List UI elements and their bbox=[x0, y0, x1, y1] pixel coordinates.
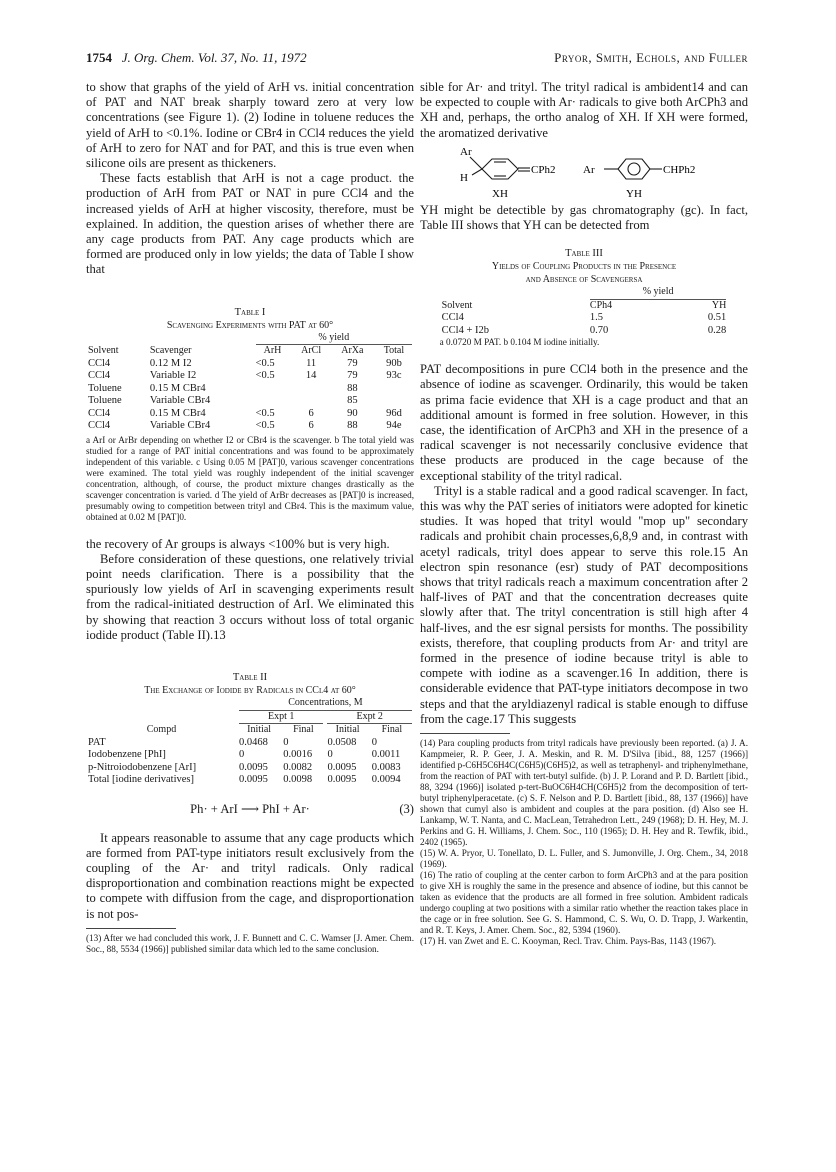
table-2-expt2: Expt 2 bbox=[356, 710, 383, 722]
table-2-group-header: Concentrations, M bbox=[288, 697, 363, 709]
table-row bbox=[86, 358, 414, 371]
table-cell: 11 bbox=[306, 357, 317, 369]
table-cell bbox=[254, 383, 292, 396]
table-cell: p-Nitroiodobenzene [ArI] bbox=[88, 761, 197, 773]
table-1-col-solvent: Solvent bbox=[88, 345, 119, 357]
table-row bbox=[86, 749, 414, 762]
table-1-footnote: a ArI or ArBr depending on whether I2 or CBr4 is the scavenger. b The total yield was studied for a range of PAT initial concentrations and was found to be approximately independent of this variable. c Using 0.05 M [PAT]0, various scavenger concentrations were examined. The total yield was roughly independent of the initial scavenger concentration, although, of course, the product mixture changes drastically as the scavenger concentration is varied. d The yield of ArBr decreases as [PAT]0 is increased, presumably owing to competition between trityl and CBr4. This is the maximum value, obtained at 0.02 M [PAT]0. bbox=[86, 434, 414, 522]
table-3-title-1: Yields of Coupling Products in the Presence bbox=[491, 261, 677, 273]
equation-text: Ph· + ArI ⟶ PhI + Ar· bbox=[190, 801, 310, 816]
table-1-col-total: Total bbox=[383, 345, 405, 357]
left-paragraph-2: These facts establish that ArH is not a cage product. the production of ArH from PAT or NAT in pure CCl4 and the increased yields of ArH at higher viscosity, therefore, must be explained. In addition, the question arises of whether there are any cage products from PAT. Any cage products which are formed are produced only in low yields; the data of Table I show that bbox=[86, 171, 414, 277]
table-1-group-header: % yield bbox=[318, 331, 350, 343]
equation-3 bbox=[86, 801, 414, 817]
running-authors: Pryor, Smith, Echols, and Fuller bbox=[554, 50, 748, 65]
left-paragraph-5: It appears reasonable to assume that any cage products which are formed from PAT-type initiators result exclusively from the coupling of the Ar· and trityl radicals. Only radical disproportionation and combination reactions might be expected to compete with diffusion from the cage, and disproportionation is not pos- bbox=[86, 830, 414, 921]
struct-xh-cph2: CPh2 bbox=[531, 163, 556, 176]
table-cell: 0.70 bbox=[589, 324, 609, 336]
table-cell: CCl4 bbox=[88, 420, 111, 432]
table-cell: 0.0468 bbox=[238, 736, 268, 748]
table-1 bbox=[86, 306, 414, 523]
left-paragraph-4: Before consideration of these questions, one relatively trivial point needs clarification. There is a possibility that the spuriously low yields of ArI in scavenging experiments result from the radical-initiated destruction of ArI. We eliminated this by showing that reaction 3 occurs without loss of total organic iodide product (Table II).13 bbox=[86, 551, 414, 642]
table-cell: Variable CBr4 bbox=[149, 395, 211, 407]
table-row bbox=[86, 408, 414, 421]
table-row bbox=[86, 737, 414, 750]
footnote-15: (15) W. A. Pryor, U. Tonellato, D. L. Fuller, and S. Jumonville, J. Org. Chem., 34, 2018 (1969). bbox=[420, 848, 748, 870]
right-paragraph-2: YH might be detectible by gas chromatography (gc). In fact, Table III shows that YH can be detected from bbox=[420, 202, 748, 233]
table-1-grid bbox=[86, 332, 414, 433]
running-header bbox=[86, 50, 748, 70]
table-cell: 0.0094 bbox=[371, 774, 401, 786]
table-1-col-scavenger: Scavenger bbox=[149, 345, 192, 357]
table-cell: 0 bbox=[327, 749, 333, 761]
label-xh: XH bbox=[492, 187, 508, 200]
table-1-col-arx: ArXa bbox=[341, 345, 364, 357]
table-cell bbox=[291, 383, 330, 396]
table-cell: <0.5 bbox=[255, 370, 275, 382]
table-cell: 90b bbox=[386, 357, 402, 369]
table-cell: 96d bbox=[386, 407, 402, 419]
table-3-col-cph4: CPh4 bbox=[589, 299, 613, 311]
equation-number: (3) bbox=[399, 801, 414, 816]
struct-xh-ar: Ar bbox=[460, 145, 472, 158]
footnote-16: (16) The ratio of coupling at the center carbon to form ArCPh3 and at the para position to give XH is roughly the same in the presence and absence of iodine, but this cannot be taken as evidence that the products are all formed in free solution. Ambident radicals undergo coupling at two positions with a similar ratio whether the reaction takes place in the cage or in free solution. See G. S. Hammond, C. S. Wu, O. D. Trapp, J. Warkentin, and R. T. Keys, J. Amer. Chem. Soc., 82, 5394 (1960). bbox=[420, 870, 748, 936]
table-cell: 88 bbox=[347, 420, 358, 432]
right-footnotes bbox=[420, 738, 748, 947]
right-paragraph-3: PAT decompositions in pure CCl4 both in the presence and the absence of iodine as scavenger. Ordinarily, this would be taken as prima facie evidence that XH is a cage product and that an additional amount is formed in free solution. However, in this case, the identification of ArCPh3 and XH in the presence of a radical scavenger is not necessarily conclusive evidence that these products are produced in the cage because of the exceptional stability of the trityl radical. bbox=[420, 362, 748, 483]
table-cell: Total [iodine derivatives] bbox=[88, 774, 194, 786]
table-cell: 0.28 bbox=[707, 324, 727, 336]
page-number: 1754 bbox=[86, 50, 112, 65]
left-paragraph-3: the recovery of Ar groups is always <100% but is very high. bbox=[86, 536, 390, 551]
table-3-header-row bbox=[440, 300, 729, 313]
table-3-grid bbox=[440, 286, 729, 337]
table-cell: CCl4 bbox=[88, 357, 111, 369]
table-2-label: Table II bbox=[232, 672, 268, 684]
table-cell: <0.5 bbox=[255, 357, 275, 369]
right-column bbox=[420, 80, 748, 947]
table-2-header-row bbox=[86, 724, 414, 737]
table-cell: 0.0082 bbox=[283, 761, 313, 773]
table-cell bbox=[374, 383, 414, 396]
table-row bbox=[86, 774, 414, 787]
table-cell: Variable I2 bbox=[149, 370, 197, 382]
table-cell: PAT bbox=[88, 736, 106, 748]
table-2-col-initial-1: Initial bbox=[247, 724, 272, 736]
table-cell: 0 bbox=[238, 749, 245, 761]
table-cell bbox=[254, 395, 292, 408]
table-1-header-row bbox=[86, 345, 414, 358]
table-cell: <0.5 bbox=[255, 420, 275, 432]
table-1-col-arh: ArH bbox=[263, 345, 282, 357]
table-cell: 0 bbox=[283, 736, 289, 748]
table-cell: 6 bbox=[308, 420, 314, 432]
table-cell: 0.0011 bbox=[371, 749, 401, 761]
label-yh: YH bbox=[626, 187, 642, 200]
table-cell: 0.0098 bbox=[283, 774, 313, 786]
table-cell: 85 bbox=[347, 395, 358, 407]
struct-xh-h: H bbox=[460, 171, 468, 184]
table-cell: 0.0083 bbox=[371, 761, 401, 773]
table-3-col-solvent: Solvent bbox=[441, 299, 473, 311]
right-paragraph-4: Trityl is a stable radical and a good radical scavenger. In fact, this was why the PAT series of initiators were adopted for kinetic studies. It was hoped that trityl would "mop up" secondary radicals and prohibit chain processes,6,8,9 and, in contrast with acetyl radicals, trityl does appear to serve this role.15 An electron spin resonance (esr) study of PAT decompositions shows that trityl radicals reach a maximum concentration after 2 half-lives of PAT and that the concentration decreases quite slowly after that. The trityl concentration is still high after 4 half-lives, and the esr signal persists for months. The possibility exists, therefore, that coupling products from Ar· and trityl are formed in the presence of iodine because trityl is able to compete with iodine as a scavenger.16 In addition, there is considerable evidence that PAT-type initiators decompose in two steps and that the aryldiazenyl radical is stable enough to diffuse from the cage.17 This suggests bbox=[420, 483, 748, 726]
table-3 bbox=[420, 247, 748, 348]
table-cell: 79 bbox=[347, 370, 358, 382]
table-cell: 93c bbox=[386, 370, 402, 382]
table-3-col-yh: YH bbox=[711, 299, 727, 311]
structure-drawing bbox=[420, 141, 748, 203]
table-cell: 0.0095 bbox=[238, 774, 268, 786]
table-cell: Toluene bbox=[88, 395, 122, 407]
table-cell: 0.0016 bbox=[283, 749, 313, 761]
table-row bbox=[86, 420, 414, 433]
table-cell bbox=[374, 395, 414, 408]
table-cell: 0.51 bbox=[707, 312, 727, 324]
table-cell: 0.0095 bbox=[238, 761, 268, 773]
table-3-title-2: and Absence of Scavengersa bbox=[525, 274, 643, 286]
left-column bbox=[86, 80, 414, 955]
table-cell: 1.5 bbox=[589, 312, 604, 324]
table-cell: <0.5 bbox=[255, 407, 275, 419]
structures-xh-yh bbox=[420, 141, 748, 203]
table-2 bbox=[86, 671, 414, 787]
table-2-col-final-2: Final bbox=[381, 724, 403, 736]
left-footnotes bbox=[86, 933, 414, 955]
table-cell: 88 bbox=[347, 382, 358, 394]
footnote-13: (13) After we had concluded this work, J. F. Bunnett and C. C. Wamser [J. Amer. Chem. Soc., 88, 5534 (1966)] published similar data which led to the same conclusion. bbox=[86, 932, 414, 954]
table-cell: CCl4 bbox=[88, 370, 111, 382]
table-2-expt1: Expt 1 bbox=[268, 710, 295, 722]
table-cell: 90 bbox=[347, 407, 358, 419]
footnote-14: (14) Para coupling products from trityl radicals have previously been reported. (a) J. A. Kampmeier, R. P. Geer, J. A. Meskin, and R. M. D'Silva [ibid., 88, 1257 (1966)] identified p-C6H5C6H4C(C6H5)(C6H5)2, as well as tetraphenyl- and triphenylmethane, from the reaction of PAT with tert-butyl sulfide. (b) J. P. Lorand and P. D. Bartlett [ibid., 88, 3294 (1966)] isolated p-tert-BuOC6H4CH(C6H5)2 from the decomposition of tert-butyl triphenylperacetate. (c) S. F. Nelson and P. D. Bartlett [ibid., 88, 137 (1966)] have shown that cumyl also is ambident and couples at the para position. (d) Also see H. Lankamp, W. T. Nanta, and C. MacLean, Tetrahedron Lett., 249 (1968); D. H. Hey, M. J. Perkins and G. H. Williams, J. Chem. Soc., 110 (1965); D. H. Hey and R. Tewfik, ibid., 2402 (1965). bbox=[420, 738, 748, 848]
table-cell: 0.15 M CBr4 bbox=[149, 382, 206, 394]
table-row bbox=[86, 395, 414, 408]
table-3-label: Table III bbox=[565, 248, 603, 260]
table-3-footnote: a 0.0720 M PAT. b 0.104 M iodine initially. bbox=[439, 337, 600, 348]
table-cell bbox=[291, 395, 330, 408]
table-cell: Variable CBr4 bbox=[149, 420, 211, 432]
table-2-col-compd: Compd bbox=[146, 724, 177, 736]
table-cell: 0 bbox=[371, 736, 377, 748]
table-cell: 0.12 M I2 bbox=[149, 357, 192, 369]
left-paragraph-1: to show that graphs of the yield of ArH vs. initial concentration of PAT and NAT break sharply toward zero at very low concentrations (see Figure 1). (2) Iodine in toluene reduces the yield of ArH to <0.1%. Iodine or CBr4 in CCl4 reduces the yield of ArH to zero for NAT and for PAT, and this is true even when silicone oils are present as thickeners. bbox=[86, 80, 414, 171]
table-cell: Toluene bbox=[88, 382, 122, 394]
struct-yh-chph2: CHPh2 bbox=[663, 163, 696, 176]
table-cell: CCl4 bbox=[441, 312, 464, 324]
table-1-label: Table I bbox=[234, 306, 266, 318]
table-cell: CCl4 bbox=[88, 407, 111, 419]
table-row bbox=[440, 312, 729, 325]
table-cell: CCl4 + I2b bbox=[441, 324, 490, 336]
journal-citation: J. Org. Chem. Vol. 37, No. 11, 1972 bbox=[121, 50, 307, 65]
table-cell: 79 bbox=[347, 357, 358, 369]
table-row bbox=[86, 383, 414, 396]
table-cell: 0.15 M CBr4 bbox=[149, 407, 206, 419]
table-1-title: Scavenging Experiments with PAT at 60° bbox=[166, 319, 334, 331]
table-2-title: The Exchange of Iodide by Radicals in CCl4 at 60° bbox=[144, 685, 356, 697]
table-cell: 14 bbox=[305, 370, 317, 382]
table-cell: 0.0095 bbox=[327, 761, 357, 773]
table-cell: Iodobenzene [PhI] bbox=[88, 749, 166, 761]
table-1-col-arcl: ArCl bbox=[301, 345, 322, 357]
table-cell: 94e bbox=[386, 420, 402, 432]
table-row bbox=[440, 325, 729, 338]
table-3-group-header: % yield bbox=[642, 286, 674, 298]
footnote-17: (17) H. van Zwet and E. C. Kooyman, Recl. Trav. Chim. Pays-Bas, 1143 (1967). bbox=[420, 936, 717, 947]
table-cell: 0.0508 bbox=[327, 736, 357, 748]
table-row bbox=[86, 370, 414, 383]
right-paragraph-1: sible for Ar· and trityl. The trityl radical is ambident14 and can be expected to couple with Ar· radicals to give both ArCPh3 and XH and, perhaps, the ortho analog of XH. If XH were formed, the aromatized derivative bbox=[420, 80, 748, 140]
table-2-col-final-1: Final bbox=[293, 724, 314, 736]
struct-yh-ar: Ar bbox=[583, 163, 595, 176]
table-2-grid bbox=[86, 697, 414, 787]
table-row bbox=[86, 762, 414, 775]
table-2-col-initial-2: Initial bbox=[335, 724, 360, 736]
table-cell: 0.0095 bbox=[327, 774, 357, 786]
table-cell: 6 bbox=[308, 407, 314, 419]
